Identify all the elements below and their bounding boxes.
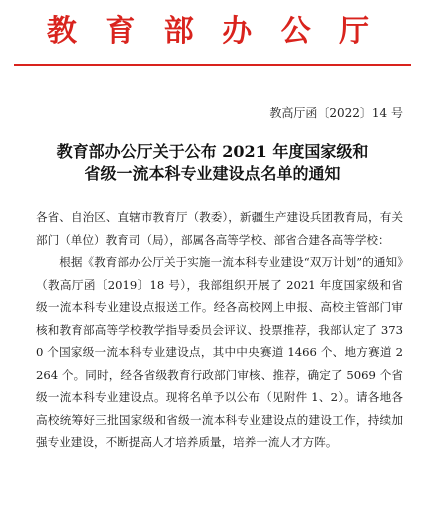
title-line-1: 教育部办公厅关于公布 2021 年度国家级和 [56,142,369,161]
document-title [14,141,411,185]
document-body [36,206,403,454]
issuing-organization: 教 育 部 办 公 厅 [46,14,379,49]
red-header-rule [14,64,411,66]
salutation: 各省、自治区、直辖市教育厅（教委），新疆生产建设兵团教育局，有关部门（单位）教育司（局），部属各高等学校、部省合建各高等学校： [36,210,403,247]
document-number: 教高厅函〔2022〕14 号 [269,106,403,120]
title-line-2: 省级一流本科专业建设点名单的通知 [84,164,341,183]
body-paragraph-1: 根据《教育部办公厅关于实施一流本科专业建设“双万计划”的通知》（教高厅函〔2019〕18 号），我部组织开展了 2021 年度国家级和省级一流本科专业建设点报送工作。经各高校网上申报、高校主管部门审核和教育部高等学校教学指导委员会评议、投票推荐，我部认定了 3730 个国家级一流本科专业建设点，其中中央赛道 1466 个、地方赛道 2264 个。同时，经各省级教育行政部门审核、推荐，确定了 5069 个省级一流本科专业建设点。现将名单予以公布（见附件 1、2）。请各地各高校统筹好三批国家级和省级一流本科专业建设点的建设工作，持续加强专业建设，不断提高人才培养质量，培养一流人才方阵。 [36,255,403,449]
